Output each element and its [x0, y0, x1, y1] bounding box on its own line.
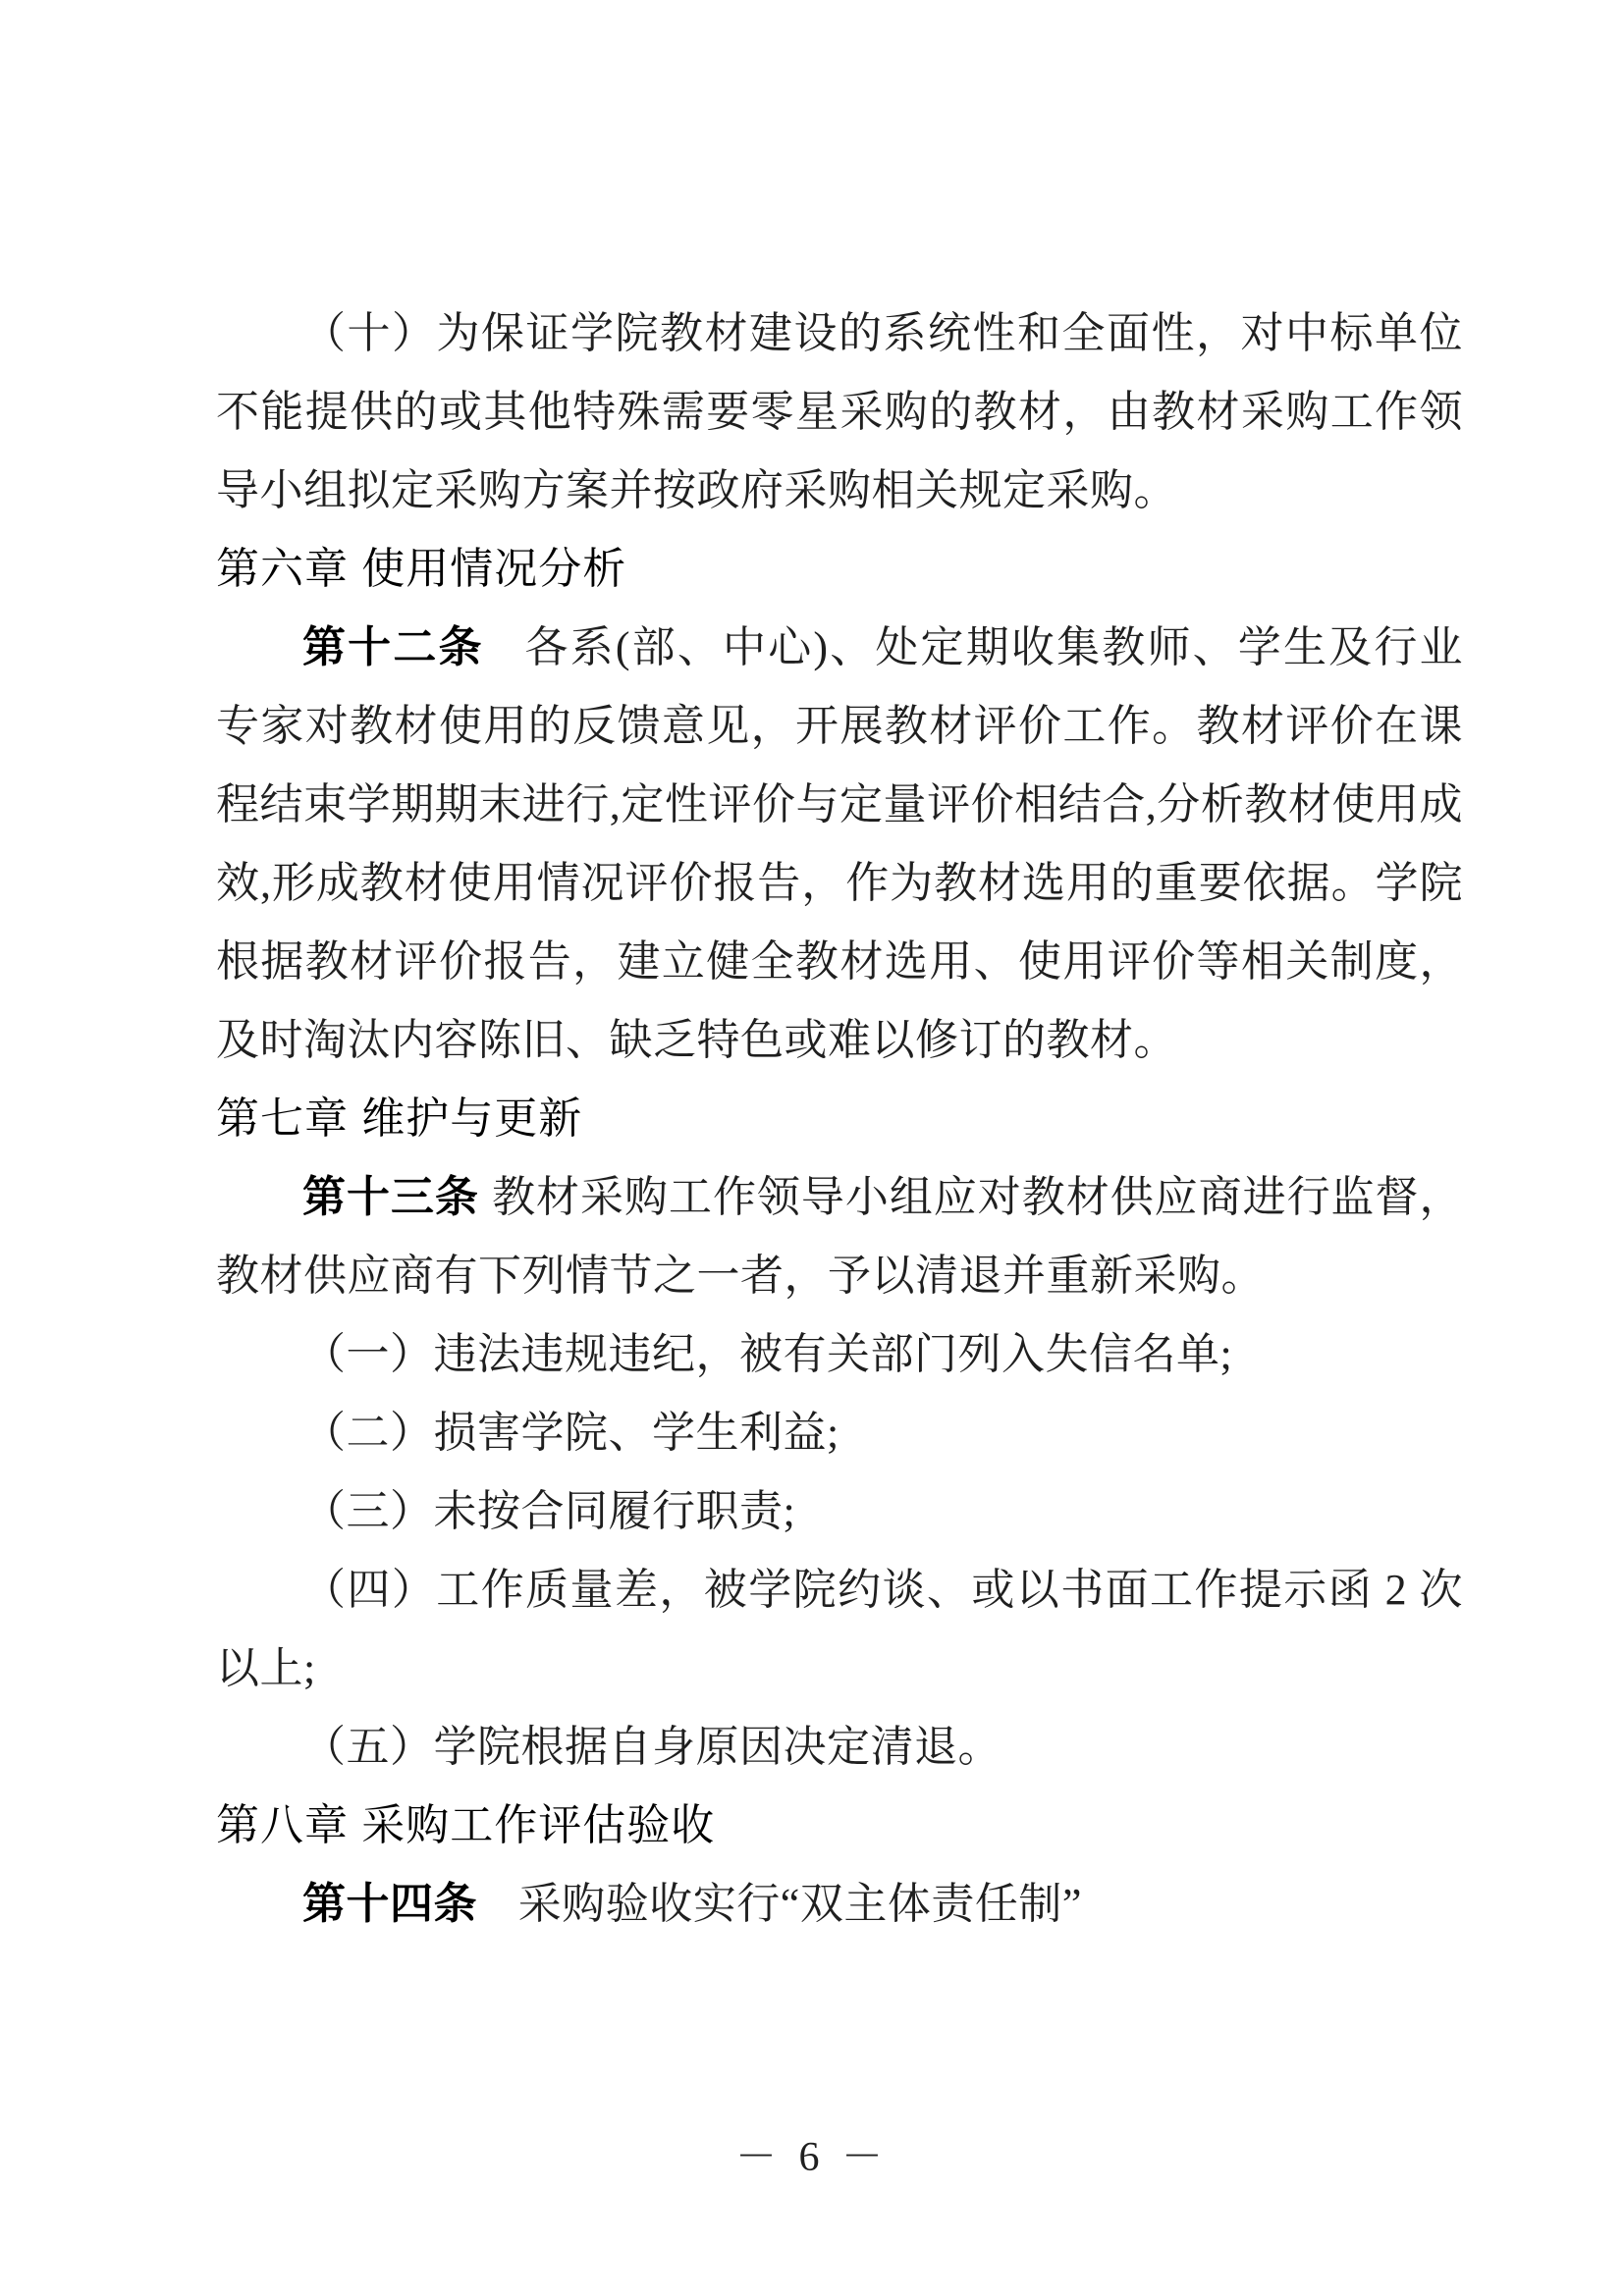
chapter-heading: 第六章 使用情况分析 — [216, 545, 627, 593]
paragraph — [216, 294, 1463, 530]
paragraph-text: （十）为保证学院教材建设的系统性和全面性，对中标单位不能提供的或其他特殊需要零星采购的教材，由教材采购工作领导小组拟定采购方案并按政府采购相关规定采购。 — [216, 309, 1463, 514]
page-footer — [0, 2128, 1624, 2187]
chapter-heading: 第八章 采购工作评估验收 — [216, 1801, 716, 1849]
paragraph-text: （二）损害学院、学生利益; — [302, 1409, 839, 1457]
paragraph — [216, 1394, 1463, 1472]
paragraph — [216, 1472, 1463, 1551]
paragraph-text: （三）未按合同履行职责; — [302, 1487, 796, 1535]
page-number: － 6 － — [734, 2135, 889, 2180]
article-number: 第十二条 — [302, 623, 484, 671]
article-number: 第十三条 — [302, 1173, 479, 1221]
paragraph-text: （一）违法违规违纪，被有关部门列入失信名单; — [302, 1330, 1233, 1378]
paragraph-text: 采购验收实行“双主体责任制” — [517, 1880, 1082, 1928]
document-body — [216, 294, 1463, 1944]
paragraph — [216, 609, 1463, 1080]
paragraph-text: 各系(部、中心)、处定期收集教师、学生及行业专家对教材使用的反馈意见，开展教材评价工作。教材评价在课程结束学期期末进行,定性评价与定量评价相结合,分析教材使用成效,形成教材使用情况评价报告，作为教材选用的重要依据。学院根据教材评价报告，建立健全教材选用、使用评价等相关制度，及时淘汰内容陈旧、缺乏特色或难以修订的教材。 — [216, 623, 1463, 1064]
paragraph — [216, 1865, 1463, 1944]
chapter-heading: 第七章 维护与更新 — [216, 1095, 583, 1143]
paragraph-text: 教材采购工作领导小组应对教材供应商进行监督，教材供应商有下列情节之一者，予以清退并重新采购。 — [216, 1173, 1463, 1300]
paragraph — [216, 1708, 1463, 1787]
article-number: 第十四条 — [302, 1880, 477, 1928]
paragraph — [216, 1551, 1463, 1708]
paragraph-text: （五）学院根据自身原因决定清退。 — [302, 1723, 1001, 1771]
paragraph — [216, 1315, 1463, 1394]
paragraph — [216, 1158, 1463, 1315]
paragraph-text: （四）工作质量差，被学院约谈、或以书面工作提示函 2 次以上; — [216, 1566, 1463, 1692]
